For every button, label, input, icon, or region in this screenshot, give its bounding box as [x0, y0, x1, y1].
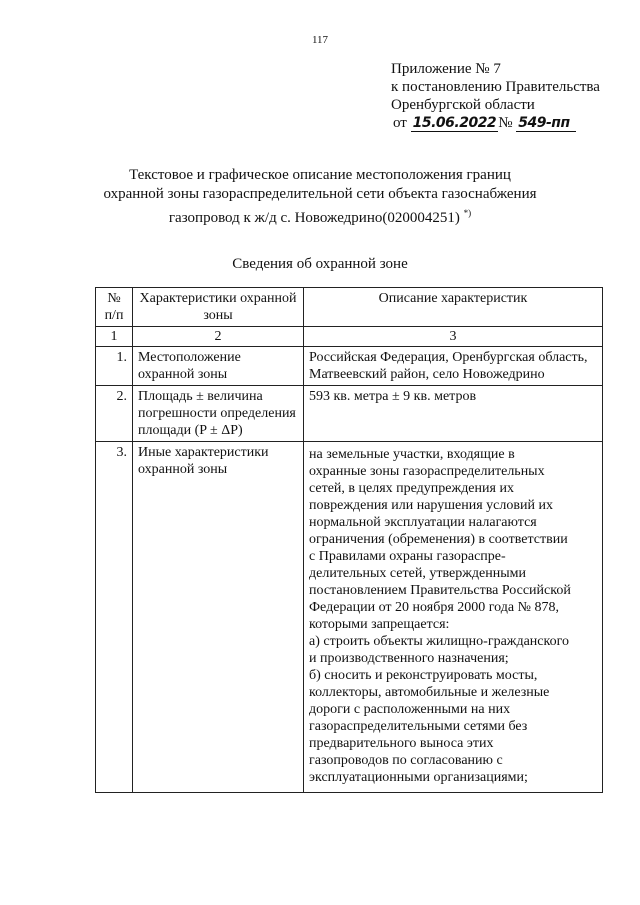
desc-line: которыми запрещается: [309, 617, 450, 632]
appendix-resolution: к постановлению Правительства [391, 79, 600, 95]
handwritten-number: 549-пп [516, 116, 576, 132]
desc-line: предварительного выноса этих [309, 736, 494, 751]
header-description: Описание характеристик [304, 288, 603, 327]
row-description [304, 442, 603, 793]
row-characteristic: Местоположение охранной зоны [133, 347, 304, 386]
title-line-1: Текстовое и графическое описание местоположения границ [129, 167, 511, 183]
table-row [96, 347, 603, 386]
column-number-row [96, 327, 603, 347]
appendix-block [391, 60, 631, 132]
row-description: Российская Федерация, Оренбургская область, Матвеевский район, село Новожедрино [304, 347, 603, 386]
desc-line: газораспределительными сетями без [309, 719, 528, 734]
desc-line: коллекторы, автомобильные и железные [309, 685, 550, 700]
desc-line: б) сносить и реконструировать мосты, [309, 668, 538, 683]
desc-line: с Правилами охраны газораспре- [309, 549, 506, 564]
desc-line: постановлением Правительства Российской [309, 583, 571, 598]
column-number: 1 [96, 327, 133, 347]
row-number: 2. [96, 386, 133, 442]
title-line-3-text: газопровод к ж/д с. Новожедрино(020004251) [168, 210, 460, 226]
header-number: № п/п [96, 288, 133, 327]
table-header-row [96, 288, 603, 327]
table-row [96, 442, 603, 793]
header-characteristics: Характеристики охранной зоны [133, 288, 304, 327]
desc-line: а) строить объекты жилищно-гражданского [309, 634, 569, 649]
desc-line: на земельные участки, входящие в [309, 447, 515, 462]
column-number: 3 [304, 327, 603, 347]
row-number: 3. [96, 442, 133, 793]
appendix-title: Приложение № 7 [391, 61, 501, 77]
desc-line: эксплуатационными организациями; [309, 770, 528, 785]
desc-line: Федерации от 20 ноября 2000 года № 878, [309, 600, 559, 615]
document-title [0, 166, 640, 228]
row-characteristic: Иные характеристики охранной зоны [133, 442, 304, 793]
from-label: от [393, 115, 407, 131]
number-label: № [498, 115, 513, 131]
desc-line: нормальной эксплуатации налагаются [309, 515, 537, 530]
column-number: 2 [133, 327, 304, 347]
desc-line: и производственного назначения; [309, 651, 509, 666]
row-number: 1. [96, 347, 133, 386]
desc-line: ограничения (обременения) в соответствии [309, 532, 568, 547]
desc-line: повреждения или нарушения условий их [309, 498, 553, 513]
desc-line: дороги с расположенными на них [309, 702, 511, 717]
desc-line: охранные зоны газораспределительных [309, 464, 545, 479]
zone-info-table [95, 287, 603, 793]
row-description: 593 кв. метра ± 9 кв. метров [304, 386, 603, 442]
desc-line: сетей, в целях предупреждения их [309, 481, 514, 496]
section-subtitle: Сведения об охранной зоне [232, 256, 408, 272]
title-line-2: охранной зоны газораспределительной сети объекта газоснабжения [103, 186, 537, 202]
appendix-region: Оренбургской области [391, 97, 535, 113]
handwritten-date: 15.06.2022 [412, 115, 497, 131]
footnote-mark: *) [463, 208, 472, 218]
row-characteristic: Площадь ± величина погрешности определения площади (P ± ΔP) [133, 386, 304, 442]
page-number: 117 [311, 34, 329, 46]
desc-line: делительных сетей, утвержденными [309, 566, 526, 581]
appendix-date-line [393, 114, 631, 132]
title-line-3 [0, 204, 640, 228]
desc-line: газопроводов по согласованию с [309, 753, 503, 768]
table-row [96, 386, 603, 442]
